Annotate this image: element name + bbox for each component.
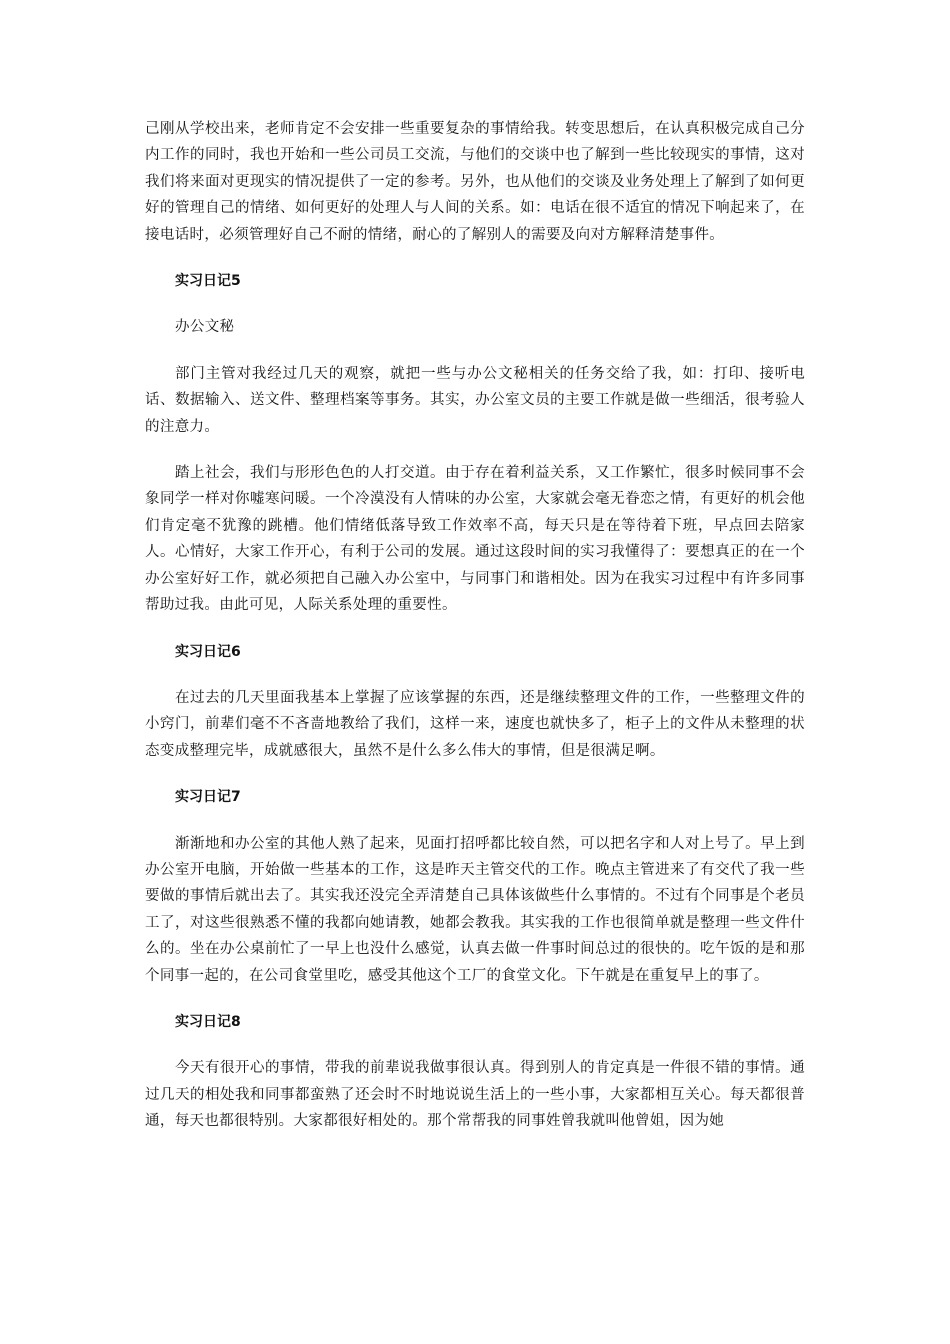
spacer [145, 294, 805, 314]
document-page [145, 116, 805, 1135]
spacer [145, 619, 805, 639]
spacer [145, 811, 805, 831]
spacer [145, 440, 805, 460]
entry-5-paragraph-2: 踏上社会，我们与形形色色的人打交道。由于存在着利益关系，又工作繁忙，很多时候同事不会象同学一样对你嘘寒问暖。一个冷漠没有人情味的办公室，大家就会毫无眷恋之情，有更好的机会他们肯定毫不犹豫的跳槽。他们情绪低落导致工作效率不高，每天只是在等待着下班，早点回去陪家人。心情好，大家工作开心，有利于公司的发展。通过这段时间的实习我懂得了：要想真正的在一个办公室好好工作，就必须把自己融入办公室中，与同事门和谐相处。因为在我实习过程中有许多同事帮助过我。由此可见，人际关系处理的重要性。 [145, 465, 805, 614]
entry-8-paragraph-1: 今天有很开心的事情，带我的前辈说我做事很认真。得到别人的肯定真是一件很不错的事情。通过几天的相处我和同事都蛮熟了还会时不时地说说生活上的一些小事，大家都相互关心。每天都很普通，每天也都很特别。大家都很好相处的。那个常帮我的同事姓曾我就叫他曾姐，因为她 [145, 1060, 805, 1130]
spacer [145, 989, 805, 1009]
entry-5-subtitle: 办公文秘 [175, 319, 235, 336]
entry-5-paragraph-1: 部门主管对我经过几天的观察，就把一些与办公文秘相关的任务交给了我，如：打印、接听电话、数据输入、送文件、整理档案等事务。其实，办公室文员的主要工作就是做一些细活，很考验人的注意力。 [145, 365, 805, 435]
spacer [145, 665, 805, 685]
spacer [145, 764, 805, 784]
entry-8-title: 实习日记8 [175, 1013, 241, 1030]
entry-5-title: 实习日记5 [175, 273, 241, 290]
spacer [145, 341, 805, 361]
spacer [145, 248, 805, 268]
continuation-paragraph: 己刚从学校出来，老师肯定不会安排一些重要复杂的事情给我。转变思想后，在认真积极完成自己分内工作的同时，我也开始和一些公司员工交流，与他们的交谈中也了解到一些比较现实的事情，这对我们将来面对更现实的情况提供了一定的参考。另外，也从他们的交谈及业务处理上了解到了如何更好的管理自己的情绪、如何更好的处理人与人间的关系。如：电话在很不适宜的情况下响起来了，在接电话时，必须管理好自己不耐的情绪，耐心的了解别人的需要及向对方解释清楚事件。 [145, 121, 805, 243]
entry-6-title: 实习日记6 [175, 643, 241, 660]
entry-6-paragraph-1: 在过去的几天里面我基本上掌握了应该掌握的东西，还是继续整理文件的工作，一些整理文件的小窍门，前辈们毫不不吝啬地教给了我们，这样一来，速度也就快多了，柜子上的文件从未整理的状态变成整理完毕，成就感很大，虽然不是什么多么伟大的事情，但是很满足啊。 [145, 689, 805, 759]
spacer [145, 1035, 805, 1055]
entry-7-title: 实习日记7 [175, 789, 241, 806]
entry-7-paragraph-1: 渐渐地和办公室的其他人熟了起来，见面打招呼都比较自然，可以把名字和人对上号了。早上到办公室开电脑，开始做一些基本的工作，这是昨天主管交代的工作。晚点主管进来了有交代了我一些要做的事情后就出去了。其实我还没完全弄清楚自己具体该做些什么事情的。不过有个同事是个老员工了，对这些很熟悉不懂的我都向她请教，她都会教我。其实我的工作也很简单就是整理一些文件什么的。坐在办公桌前忙了一早上也没什么感觉，认真去做一件事时间总过的很快的。吃午饭的是和那个同事一起的，在公司食堂里吃，感受其他这个工厂的食堂文化。下午就是在重复早上的事了。 [145, 835, 805, 984]
